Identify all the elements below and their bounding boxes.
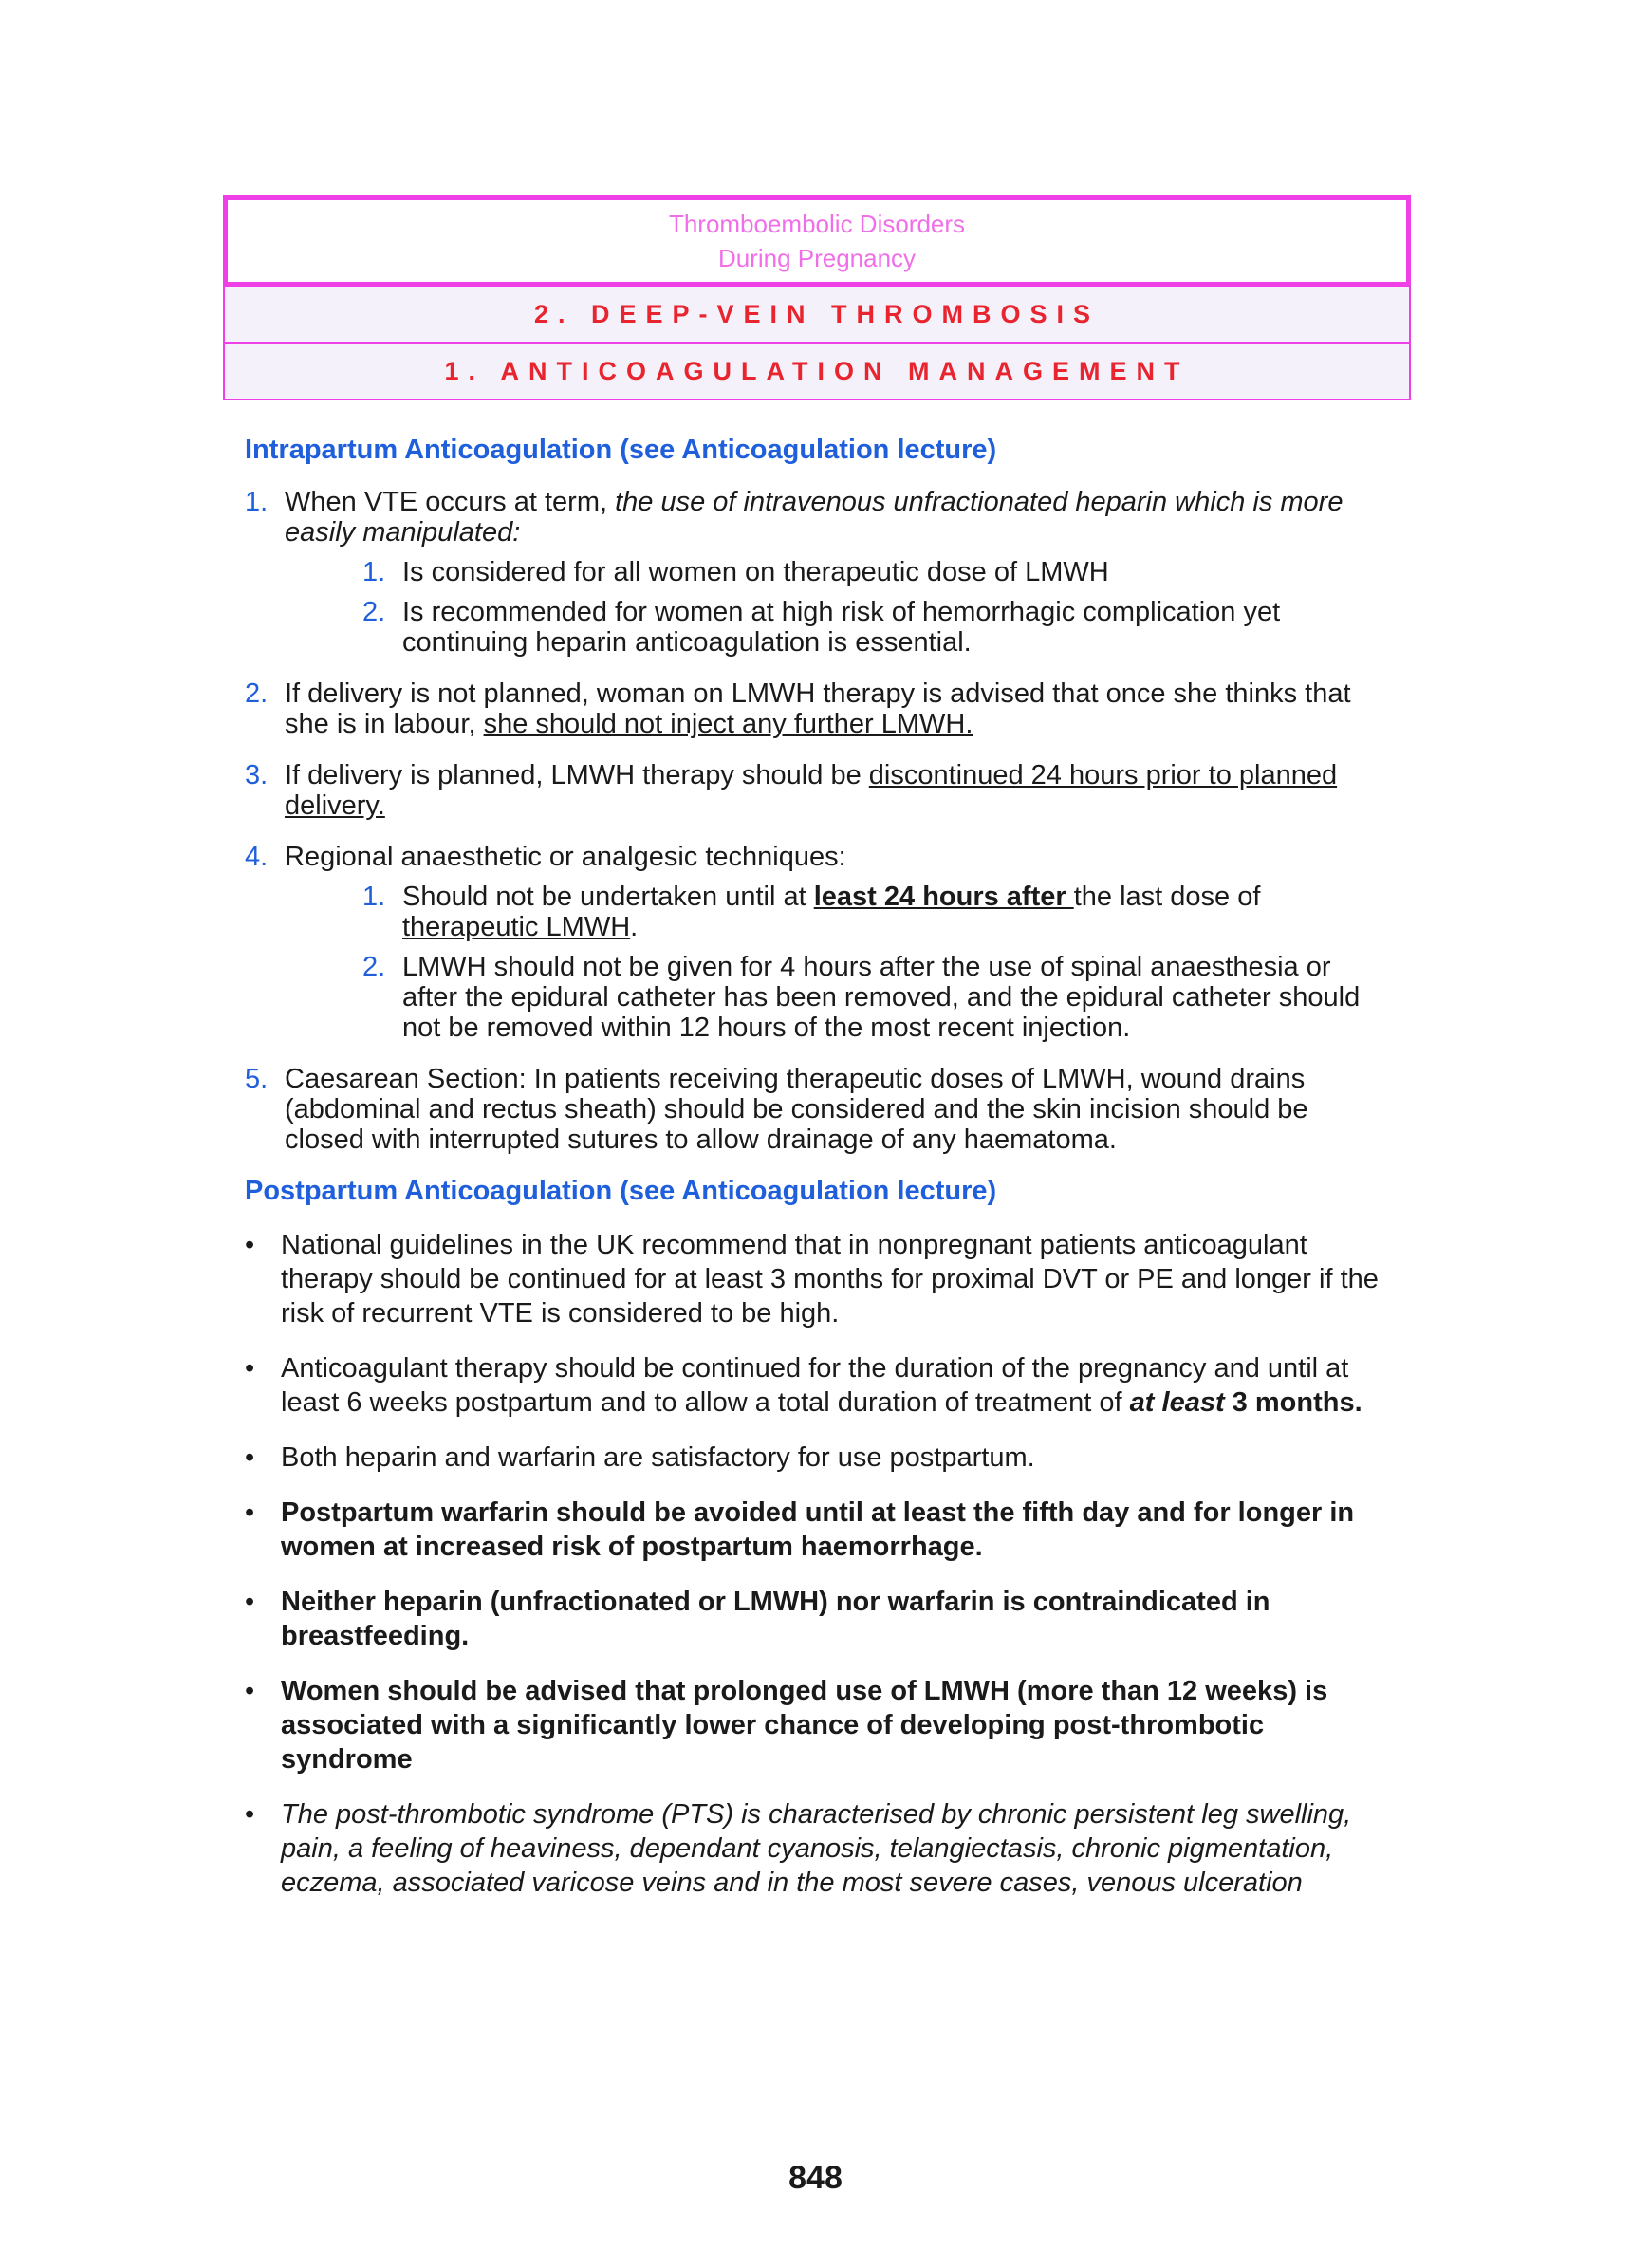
bullet-icon: • <box>245 1353 255 1384</box>
sub-item-text: Is considered for all women on therapeutic dose of LMWH <box>402 557 1109 587</box>
sub-list-item <box>362 952 1393 1043</box>
sub-item-underlined-text: therapeutic LMWH <box>402 912 631 942</box>
bullet-item <box>245 1496 1393 1564</box>
item-number: 4. <box>245 842 269 872</box>
bullet-text: Both heparin and warfarin are satisfactory for use postpartum. <box>281 1442 1035 1473</box>
item-number: 3. <box>245 760 269 790</box>
postpartum-list <box>245 1228 1393 1900</box>
intrapartum-heading: Intrapartum Anticoagulation (see Anticoagulation lecture) <box>245 435 997 465</box>
item-text: When VTE occurs at term, <box>285 487 616 517</box>
sub-item-bold-text: least 24 hours after <box>813 882 1074 912</box>
header-box <box>223 195 1411 400</box>
sub-item-text: the last dose of <box>1073 882 1261 912</box>
item-underlined-text: discontinued 24 hours prior to planned delivery. <box>285 760 1338 821</box>
postpartum-heading: Postpartum Anticoagulation (see Anticoagulation lecture) <box>245 1176 997 1206</box>
bullet-bold-text: 3 months. <box>1224 1387 1362 1418</box>
bullet-item <box>245 1674 1393 1776</box>
document-title <box>223 195 1411 287</box>
list-item <box>245 842 1393 1043</box>
sub-list <box>285 882 1393 1043</box>
sub-list-item <box>362 882 1393 942</box>
bullet-bold-text: Neither heparin (unfractionated or LMWH) nor warfarin is contraindicated in breastfeeding. <box>281 1587 1270 1651</box>
bullet-item <box>245 1585 1393 1653</box>
sub-item-number: 2. <box>362 597 386 627</box>
title-line-1: Thromboembolic Disorders <box>668 210 966 238</box>
item-underlined-text: she should not inject any further LMWH. <box>483 709 973 739</box>
bullet-italic-text: The post-thrombotic syndrome (PTS) is characterised by chronic persistent leg swelling, pain, a feeling of heaviness, dependant cyanosis, telangiectasis, chronic pigmentation, eczema, associated varicose veins and in the most severe cases, venous ulceration <box>281 1799 1352 1898</box>
item-number: 1. <box>245 487 269 517</box>
sub-list <box>285 557 1393 658</box>
subsection-band: 1. ANTICOAGULATION MANAGEMENT <box>223 344 1411 400</box>
sub-item-text: Should not be undertaken until at <box>402 882 814 912</box>
list-item <box>245 487 1393 658</box>
sub-item-text: LMWH should not be given for 4 hours after the use of spinal anaesthesia or after the epidural catheter has been removed, and the epidural catheter should not be removed within 12 hours of the most recent injection. <box>402 952 1361 1043</box>
bullet-text: National guidelines in the UK recommend that in nonpregnant patients anticoagulant therapy should be continued for at least 3 months for proximal DVT or PE and longer if the risk of recurrent VTE is considered to be high. <box>281 1230 1379 1329</box>
content <box>245 435 1393 1921</box>
sub-item-text: . <box>630 912 639 942</box>
bullet-icon: • <box>245 1442 255 1473</box>
sub-item-number: 1. <box>362 882 386 912</box>
bullet-icon: • <box>245 1230 255 1260</box>
bullet-icon: • <box>245 1799 255 1830</box>
list-item <box>245 1064 1393 1155</box>
bullet-item <box>245 1228 1393 1330</box>
page-number: 848 <box>788 2160 843 2196</box>
item-text: Caesarean Section: In patients receiving therapeutic doses of LMWH, wound drains (abdominal and rectus sheath) should be considered and the skin incision should be closed with interrupted sutures to allow drainage of any haematoma. <box>285 1064 1308 1155</box>
bullet-bold-text: Postpartum warfarin should be avoided until at least the fifth day and for longer in women at increased risk of postpartum haemorrhage. <box>281 1497 1355 1562</box>
item-number: 5. <box>245 1064 269 1094</box>
intrapartum-list <box>245 487 1393 1155</box>
sub-item-text: Is recommended for women at high risk of hemorrhagic complication yet continuing heparin anticoagulation is essential. <box>402 597 1281 658</box>
bullet-icon: • <box>245 1497 255 1528</box>
item-text: If delivery is not planned, woman on LMWH therapy is advised that once she thinks that she is in labour, <box>285 679 1351 739</box>
section-band: 2. DEEP-VEIN THROMBOSIS <box>223 287 1411 344</box>
list-item <box>245 760 1393 821</box>
sub-list-item <box>362 557 1393 587</box>
bullet-icon: • <box>245 1676 255 1706</box>
sub-list-item <box>362 597 1393 658</box>
bullet-item <box>245 1351 1393 1420</box>
title-line-2: During Pregnancy <box>717 244 917 272</box>
sub-item-number: 2. <box>362 952 386 982</box>
sub-item-number: 1. <box>362 557 386 587</box>
bullet-bold-italic-text: at least <box>1129 1387 1225 1418</box>
bullet-item <box>245 1797 1393 1900</box>
list-item <box>245 679 1393 739</box>
item-number: 2. <box>245 679 269 709</box>
bullet-icon: • <box>245 1587 255 1617</box>
bullet-bold-text: Women should be advised that prolonged use of LMWH (more than 12 weeks) is associated with a significantly lower chance of developing post-thrombotic syndrome <box>281 1676 1328 1775</box>
item-text: If delivery is planned, LMWH therapy should be <box>285 760 869 790</box>
item-text: Regional anaesthetic or analgesic techniques: <box>285 842 846 872</box>
item-italic-text: the use of intravenous unfractionated heparin which is more easily manipulated: <box>285 487 1344 548</box>
bullet-text: Anticoagulant therapy should be continued for the duration of the pregnancy and until at least 6 weeks postpartum and to allow a total duration of treatment of <box>281 1353 1349 1418</box>
bullet-item <box>245 1441 1393 1475</box>
